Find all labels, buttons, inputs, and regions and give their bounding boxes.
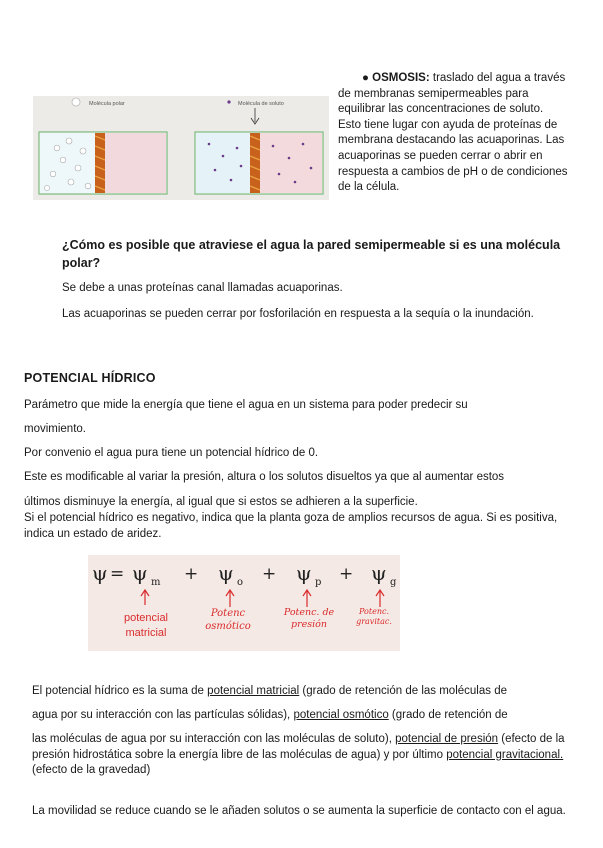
osmosis-description: traslado del agua a través de membranas semipermeables para equilibrar las concentraciones de soluto. Esto tiene lugar con ayuda de proteínas de membrana destacando las acuaporinas. Las acuaporinas se pueden cerrar o abrir en respuesta a cambios de pH o de condiciones de la célula. [338,72,568,194]
arrow-p [303,590,311,607]
plus-2: + [262,564,277,584]
label-matricial: potencial matricial [123,612,169,639]
movilidad-paragraph: La movilidad se reduce cuando se le añaden solutos o se aumenta la superficie de contacto con el agua. [32,805,566,817]
osmosis-diagram [33,96,329,200]
paragraph-3b: últimos disminuye la energía, al igual que si estos se adhieren a la superficie. [24,496,418,508]
equation-drawing [88,555,400,651]
summary-line-1: El potencial hídrico es la suma de potencial matricial (grado de retención de las moléculas de [32,685,507,697]
osmosis-term: OSMOSIS: [372,72,430,84]
osmosis-figure [33,96,329,200]
sub-g: g [390,577,397,588]
psi-g-symbol: ψ [371,561,387,585]
arrow-o [226,590,234,607]
water-potential-equation [88,555,400,651]
summary-line-2: agua por su interacción con las partículas sólidas), potencial osmótico (grado de retención de [32,709,508,721]
right-membrane [250,133,260,193]
bullet-icon: ● [362,72,369,84]
arrow-g [376,590,384,607]
psi-symbol: ψ [92,561,108,585]
question-title: ¿Cómo es posible que atraviese el agua la pared semipermeable si es una molécula polar? [62,238,561,270]
handwritten-labels [106,607,400,647]
red-arrows [141,590,384,607]
sub-m: m [151,577,161,588]
plus-3: + [339,564,354,584]
paragraph-1a: Parámetro que mide la energía que tiene el agua en un sistema para poder predecir su [24,399,468,411]
term-osmotico: potencial osmótico [293,709,389,721]
section-heading: POTENCIAL HÍDRICO [24,371,156,385]
answer-2: Las acuaporinas se pueden cerrar por fosforilación en respuesta a la sequía o la inundación. [62,308,534,320]
psi-o-symbol: ψ [218,561,234,585]
equals-sign: = [110,564,125,584]
right-tank-water [196,133,250,193]
sub-p: p [315,577,322,588]
right-legend-text: Molécula de soluto [238,101,284,107]
label-gravitacional: Potenc. gravitac. [356,607,392,626]
summary-line-3: las moléculas de agua por su interacción con las moléculas de soluto), potencial de presión (efecto de la presión hidrostática sobre la energía libre de las moléculas de agua) y por último potencial gravitacional. (efecto de la gravedad) [32,733,565,776]
term-matricial: potencial matricial [207,685,300,697]
right-tank-solution [260,133,322,193]
term-gravitacional: potencial gravitacional. [446,748,564,761]
left-legend-text: Molécula polar [89,101,125,107]
paragraph-3a: Este es modificable al variar la presión, altura o los solutos disueltos ya que al aumentar estos [24,471,505,483]
term-presion: potencial de presión [395,733,499,745]
psi-m-symbol: ψ [132,561,148,585]
answer-1: Se debe a unas proteínas canal llamadas acuaporinas. [62,282,343,294]
label-osmotico: Potenc osmótico [205,608,251,632]
psi-p-symbol: ψ [296,561,312,585]
plus-1: + [184,564,199,584]
solute-legend-icon [227,100,230,103]
arrow-m [141,590,149,605]
paragraph-1b: movimiento. [24,423,86,435]
sub-o: o [237,577,244,588]
polar-molecule-legend-icon [72,98,80,106]
label-presion: Potenc. de presión [283,607,335,630]
left-membrane [95,133,105,193]
flow-arrow [251,108,259,124]
paragraph-2: Por convenio el agua pura tiene un potencial hídrico de 0. [24,447,319,459]
paragraph-4: Si el potencial hídrico es negativo, indica que la planta goza de amplios recursos de agua. Si es positiva, indica un estado de aridez. [24,512,558,540]
osmosis-definition [338,71,568,196]
left-tank-solution [105,133,166,193]
